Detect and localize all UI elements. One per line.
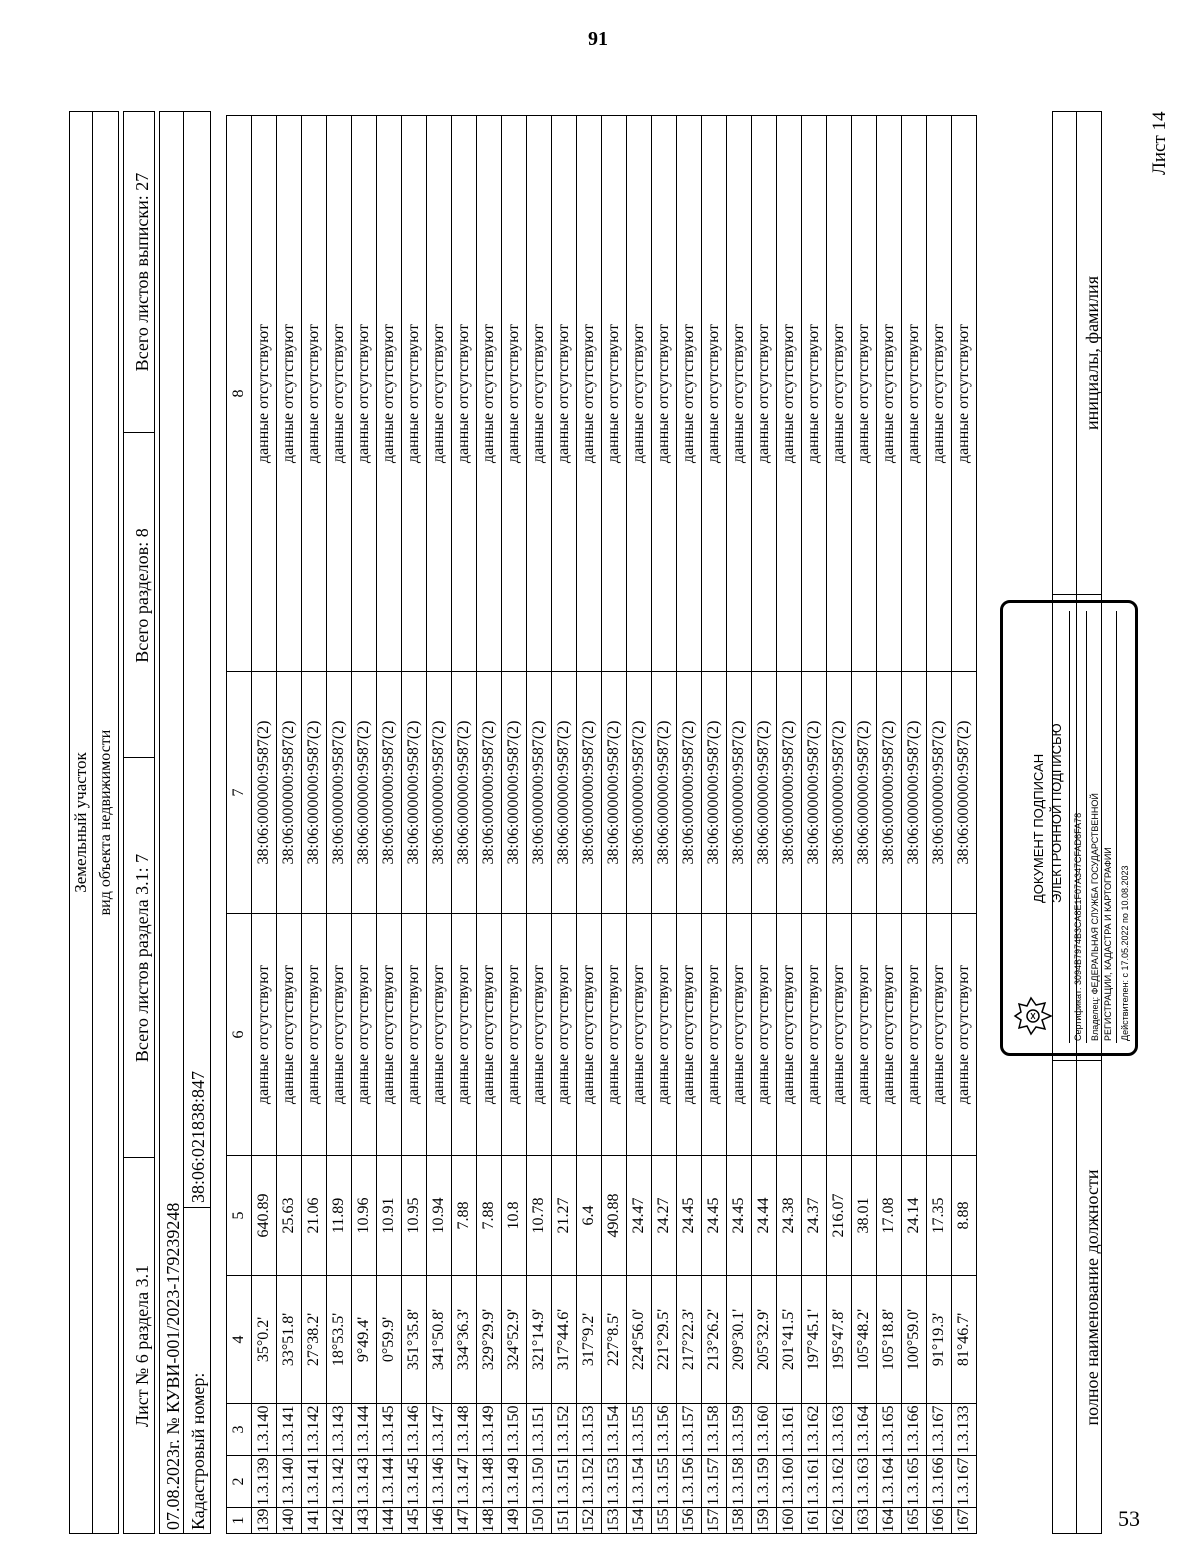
table-cell: 321°14.9'	[527, 1276, 552, 1404]
table-row	[502, 116, 527, 1534]
table-cell: 38:06:000000:9587(2)	[902, 672, 927, 914]
table-cell: 7.88	[452, 1156, 477, 1276]
table-cell: 1.3.158	[702, 1404, 727, 1456]
table-cell: 38:06:000000:9587(2)	[502, 672, 527, 914]
table-cell: 317°9.2'	[577, 1276, 602, 1404]
table-cell: данные отсутствуют	[452, 116, 477, 672]
table-cell: 38:06:000000:9587(2)	[302, 672, 327, 914]
table-cell: 156	[677, 1508, 702, 1534]
table-cell: 38:06:000000:9587(2)	[852, 672, 877, 914]
table-cell: данные отсутствуют	[577, 116, 602, 672]
table-cell: 7.88	[477, 1156, 502, 1276]
table-cell: данные отсутствуют	[602, 914, 627, 1156]
table-cell: 324°52.9'	[502, 1276, 527, 1404]
table-cell: 1.3.163	[827, 1404, 852, 1456]
column-header: 4	[227, 1276, 252, 1404]
table-cell: данные отсутствуют	[377, 116, 402, 672]
table-cell: 1.3.153	[602, 1456, 627, 1508]
table-cell: данные отсутствуют	[902, 914, 927, 1156]
table-cell: данные отсутствуют	[402, 116, 427, 672]
table-cell: 1.3.148	[477, 1456, 502, 1508]
table-cell: 38:06:000000:9587(2)	[652, 672, 677, 914]
table-cell: 38:06:000000:9587(2)	[477, 672, 502, 914]
table-cell: 6.4	[577, 1156, 602, 1276]
table-cell: данные отсутствуют	[702, 116, 727, 672]
table-cell: 144	[377, 1508, 402, 1534]
table-cell: 195°47.8'	[827, 1276, 852, 1404]
table-cell: 201°41.5'	[777, 1276, 802, 1404]
table-cell: данные отсутствуют	[327, 914, 352, 1156]
table-cell: 213°26.2'	[702, 1276, 727, 1404]
footer-page-number: 53	[1118, 1506, 1140, 1531]
table-cell: 1.3.157	[702, 1456, 727, 1508]
table-cell: 1.3.158	[727, 1456, 752, 1508]
table-cell: данные отсутствуют	[277, 914, 302, 1156]
table-cell: 24.44	[752, 1156, 777, 1276]
table-cell: 10.78	[527, 1156, 552, 1276]
table-row	[802, 116, 827, 1534]
table-cell: данные отсутствуют	[402, 914, 427, 1156]
table-cell: 1.3.142	[302, 1404, 327, 1456]
table-row	[852, 116, 877, 1534]
table-cell: 10.96	[352, 1156, 377, 1276]
column-header: 3	[227, 1404, 252, 1456]
table-cell: данные отсутствуют	[427, 116, 452, 672]
table-cell: 1.3.149	[477, 1404, 502, 1456]
table-cell: данные отсутствуют	[652, 914, 677, 1156]
table-cell: 139	[252, 1508, 277, 1534]
table-cell: 38:06:000000:9587(2)	[802, 672, 827, 914]
table-cell: 216.07	[827, 1156, 852, 1276]
table-cell: данные отсутствуют	[452, 914, 477, 1156]
table-cell: 1.3.160	[752, 1404, 777, 1456]
table-cell: данные отсутствуют	[852, 116, 877, 672]
table-cell: 147	[452, 1508, 477, 1534]
object-type: Земельный участок	[71, 752, 90, 893]
table-row	[877, 116, 902, 1534]
table-cell: 24.14	[902, 1156, 927, 1276]
table-cell: 351°35.8'	[402, 1276, 427, 1404]
table-cell: 1.3.159	[727, 1404, 752, 1456]
stamp-owner-1: Владелец: ФЕДЕРАЛЬНАЯ СЛУЖБА ГОСУДАРСТВЕННОЙ	[1090, 793, 1100, 1041]
table-cell: 149	[502, 1508, 527, 1534]
stamp-certificate: Сертификат: 3094B7974B3CA8E1F07A347CFAD6FA78	[1073, 812, 1083, 1041]
table-cell: 140	[277, 1508, 302, 1534]
table-cell: данные отсутствуют	[952, 116, 977, 672]
table-row	[552, 116, 577, 1534]
table-cell: данные отсутствуют	[552, 116, 577, 672]
column-header: 8	[227, 116, 252, 672]
table-row	[527, 116, 552, 1534]
table-cell: 165	[902, 1508, 927, 1534]
table-cell: 81°46.7'	[952, 1276, 977, 1404]
table-cell: данные отсутствуют	[827, 914, 852, 1156]
table-cell: 1.3.140	[252, 1404, 277, 1456]
table-cell: 17.35	[927, 1156, 952, 1276]
table-cell: 38:06:000000:9587(2)	[777, 672, 802, 914]
table-cell: 166	[927, 1508, 952, 1534]
table-cell: 105°18.8'	[877, 1276, 902, 1404]
table-cell: 24.45	[677, 1156, 702, 1276]
table-cell: 38:06:000000:9587(2)	[702, 672, 727, 914]
table-cell: 155	[652, 1508, 677, 1534]
table-cell: 1.3.151	[552, 1456, 577, 1508]
table-cell: 1.3.167	[927, 1404, 952, 1456]
table-cell: 164	[877, 1508, 902, 1534]
table-row	[952, 116, 977, 1534]
table-cell: 197°45.1'	[802, 1276, 827, 1404]
table-cell: данные отсутствуют	[752, 116, 777, 672]
table-cell: 38:06:000000:9587(2)	[952, 672, 977, 914]
table-cell: 1.3.164	[877, 1456, 902, 1508]
table-cell: 163	[852, 1508, 877, 1534]
table-cell: 167	[952, 1508, 977, 1534]
table-cell: 38:06:000000:9587(2)	[727, 672, 752, 914]
table-cell: 38:06:000000:9587(2)	[927, 672, 952, 914]
table-cell: 38:06:000000:9587(2)	[827, 672, 852, 914]
table-cell: 38:06:000000:9587(2)	[752, 672, 777, 914]
table-cell: 152	[577, 1508, 602, 1534]
table-cell: данные отсутствуют	[302, 116, 327, 672]
cadastral-number: 38:06:021838:847	[188, 1070, 208, 1203]
table-cell: 1.3.141	[302, 1456, 327, 1508]
table-cell: данные отсутствуют	[377, 914, 402, 1156]
table-cell: данные отсутствуют	[727, 116, 752, 672]
table-cell: 1.3.164	[852, 1404, 877, 1456]
table-cell: данные отсутствуют	[527, 116, 552, 672]
table-cell: 153	[602, 1508, 627, 1534]
table-row	[627, 116, 652, 1534]
table-cell: 334°36.3'	[452, 1276, 477, 1404]
table-cell: данные отсутствуют	[427, 914, 452, 1156]
table-row	[327, 116, 352, 1534]
table-cell: 162	[827, 1508, 852, 1534]
table-cell: 38:06:000000:9587(2)	[627, 672, 652, 914]
table-cell: 38:06:000000:9587(2)	[527, 672, 552, 914]
table-cell: 209°30.1'	[727, 1276, 752, 1404]
position-caption: полное наименование должности	[1082, 1169, 1102, 1426]
table-cell: 24.45	[727, 1156, 752, 1276]
table-row	[577, 116, 602, 1534]
table-row	[652, 116, 677, 1534]
table-cell: 0°59.9'	[377, 1276, 402, 1404]
table-cell: 148	[477, 1508, 502, 1534]
table-cell: 21.06	[302, 1156, 327, 1276]
table-cell: 1.3.133	[952, 1404, 977, 1456]
table-cell: 33°51.8'	[277, 1276, 302, 1404]
table-cell: 9°49.4'	[352, 1276, 377, 1404]
table-cell: 146	[427, 1508, 452, 1534]
table-cell: данные отсутствуют	[677, 914, 702, 1156]
table-cell: данные отсутствуют	[602, 116, 627, 672]
table-cell: 157	[702, 1508, 727, 1534]
table-cell: данные отсутствуют	[527, 914, 552, 1156]
sheet-label: Лист 14	[1149, 111, 1170, 175]
table-cell: 1.3.166	[902, 1404, 927, 1456]
table-cell: 1.3.153	[577, 1404, 602, 1456]
table-cell: данные отсутствуют	[252, 914, 277, 1156]
table-cell: данные отсутствуют	[777, 914, 802, 1156]
table-cell: данные отсутствуют	[927, 914, 952, 1156]
name-caption: инициалы, фамилия	[1082, 276, 1102, 430]
table-cell: 38:06:000000:9587(2)	[352, 672, 377, 914]
table-cell: 38:06:000000:9587(2)	[552, 672, 577, 914]
table-cell: 38:06:000000:9587(2)	[677, 672, 702, 914]
table-cell: 1.3.155	[627, 1404, 652, 1456]
table-cell: 10.91	[377, 1156, 402, 1276]
table-cell: 24.47	[627, 1156, 652, 1276]
table-cell: данные отсутствуют	[352, 914, 377, 1156]
cadastral-label: Кадастровый номер:	[188, 1372, 208, 1530]
table-cell: 1.3.161	[802, 1456, 827, 1508]
table-cell: данные отсутствуют	[927, 116, 952, 672]
table-cell: 38:06:000000:9587(2)	[402, 672, 427, 914]
table-cell: данные отсутствуют	[352, 116, 377, 672]
table-cell: 217°22.3'	[677, 1276, 702, 1404]
table-cell: 1.3.155	[652, 1456, 677, 1508]
table-header-row	[227, 116, 252, 1534]
table-cell: данные отсутствуют	[552, 914, 577, 1156]
table-cell: 10.94	[427, 1156, 452, 1276]
table-cell: 1.3.150	[502, 1404, 527, 1456]
table-row	[702, 116, 727, 1534]
page-number: 91	[588, 28, 608, 50]
table-cell: 160	[777, 1508, 802, 1534]
table-cell: 1.3.145	[377, 1404, 402, 1456]
table-cell: 1.3.148	[452, 1404, 477, 1456]
table-cell: данные отсутствуют	[627, 116, 652, 672]
table-cell: 1.3.147	[427, 1404, 452, 1456]
table-row	[602, 116, 627, 1534]
table-cell: 1.3.152	[577, 1456, 602, 1508]
table-cell: 27°38.2'	[302, 1276, 327, 1404]
table-cell: 1.3.151	[527, 1404, 552, 1456]
stamp-title-2: ЭЛЕКТРОННОЙ ПОДПИСЬЮ	[1049, 723, 1064, 903]
boundary-parts-table	[226, 115, 977, 1534]
table-cell: данные отсутствуют	[777, 116, 802, 672]
table-row	[902, 116, 927, 1534]
table-row	[427, 116, 452, 1534]
table-row	[377, 116, 402, 1534]
table-cell: 11.89	[327, 1156, 352, 1276]
table-cell: 1.3.166	[927, 1456, 952, 1508]
table-cell: данные отсутствуют	[302, 914, 327, 1156]
column-header: 1	[227, 1508, 252, 1534]
table-cell: 1.3.167	[952, 1456, 977, 1508]
stamp-valid: Действителен: с 17.05.2022 по 10.08.2023	[1120, 865, 1130, 1041]
table-cell: 1.3.160	[777, 1456, 802, 1508]
table-cell: данные отсутствуют	[252, 116, 277, 672]
section-sheet: Лист № 6 раздела 3.1	[132, 1264, 152, 1428]
table-cell: 221°29.5'	[652, 1276, 677, 1404]
table-cell: 38:06:000000:9587(2)	[602, 672, 627, 914]
date-number: 07.08.2023г. № КУВИ-001/2023-179239248	[163, 1202, 183, 1530]
table-cell: 1.3.154	[602, 1404, 627, 1456]
table-cell: 38:06:000000:9587(2)	[327, 672, 352, 914]
table-cell: 1.3.156	[652, 1404, 677, 1456]
table-cell: 100°59.0'	[902, 1276, 927, 1404]
table-cell: данные отсутствуют	[502, 116, 527, 672]
table-cell: 151	[552, 1508, 577, 1534]
table-cell: 24.45	[702, 1156, 727, 1276]
table-cell: 1.3.139	[252, 1456, 277, 1508]
table-cell: 38:06:000000:9587(2)	[452, 672, 477, 914]
table-cell: 38:06:000000:9587(2)	[277, 672, 302, 914]
table-cell: данные отсутствуют	[802, 116, 827, 672]
table-cell: 1.3.140	[277, 1456, 302, 1508]
table-cell: 35°0.2'	[252, 1276, 277, 1404]
table-cell: 317°44.6'	[552, 1276, 577, 1404]
coat-of-arms-icon	[1011, 993, 1057, 1039]
e-signature-stamp	[1000, 600, 1138, 1056]
table-row	[927, 116, 952, 1534]
table-cell: 10.8	[502, 1156, 527, 1276]
table-cell: 38:06:000000:9587(2)	[377, 672, 402, 914]
table-cell: данные отсутствуют	[852, 914, 877, 1156]
table-cell: данные отсутствуют	[827, 116, 852, 672]
table-cell: 224°56.0'	[627, 1276, 652, 1404]
table-cell: 143	[352, 1508, 377, 1534]
table-cell: 1.3.156	[677, 1456, 702, 1508]
table-cell: 1.3.163	[852, 1456, 877, 1508]
table-cell: данные отсутствуют	[327, 116, 352, 672]
table-cell: 205°32.9'	[752, 1276, 777, 1404]
table-cell: данные отсутствуют	[877, 116, 902, 672]
table-cell: 1.3.143	[327, 1404, 352, 1456]
table-cell: 1.3.149	[502, 1456, 527, 1508]
table-row	[827, 116, 852, 1534]
table-cell: 329°29.9'	[477, 1276, 502, 1404]
table-cell: 161	[802, 1508, 827, 1534]
table-cell: 1.3.162	[827, 1456, 852, 1508]
table-cell: 1.3.147	[452, 1456, 477, 1508]
table-cell: данные отсутствуют	[502, 914, 527, 1156]
column-header: 5	[227, 1156, 252, 1276]
table-row	[277, 116, 302, 1534]
table-cell: 341°50.8'	[427, 1276, 452, 1404]
table-row	[477, 116, 502, 1534]
table-cell: 38:06:000000:9587(2)	[427, 672, 452, 914]
table-cell: данные отсутствуют	[727, 914, 752, 1156]
table-cell: данные отсутствуют	[702, 914, 727, 1156]
table-row	[402, 116, 427, 1534]
table-cell: 1.3.152	[552, 1404, 577, 1456]
table-row	[452, 116, 477, 1534]
table-cell: 159	[752, 1508, 777, 1534]
table-row	[727, 116, 752, 1534]
table-cell: 158	[727, 1508, 752, 1534]
table-cell: 17.08	[877, 1156, 902, 1276]
table-cell: 8.88	[952, 1156, 977, 1276]
stamp-title-1: ДОКУМЕНТ ПОДПИСАН	[1031, 753, 1046, 903]
table-cell: 142	[327, 1508, 352, 1534]
table-cell: данные отсутствуют	[752, 914, 777, 1156]
table-cell: 91°19.3'	[927, 1276, 952, 1404]
table-cell: 640.89	[252, 1156, 277, 1276]
table-cell: 1.3.143	[352, 1456, 377, 1508]
table-row	[302, 116, 327, 1534]
sections-total: Всего разделов: 8	[132, 528, 152, 663]
table-cell: 10.95	[402, 1156, 427, 1276]
table-cell: 24.37	[802, 1156, 827, 1276]
table-cell: 1.3.154	[627, 1456, 652, 1508]
table-row	[752, 116, 777, 1534]
table-cell: данные отсутствуют	[877, 914, 902, 1156]
table-cell: 1.3.150	[527, 1456, 552, 1508]
column-header: 2	[227, 1456, 252, 1508]
table-cell: 38:06:000000:9587(2)	[577, 672, 602, 914]
column-header: 7	[227, 672, 252, 914]
table-cell: 141	[302, 1508, 327, 1534]
table-cell: 24.38	[777, 1156, 802, 1276]
section-sheets-total: Всего листов раздела 3.1: 7	[132, 853, 152, 1063]
table-cell: 1.3.144	[377, 1456, 402, 1508]
table-cell: 154	[627, 1508, 652, 1534]
table-cell: 25.63	[277, 1156, 302, 1276]
table-cell: данные отсутствуют	[477, 116, 502, 672]
table-cell: данные отсутствуют	[477, 914, 502, 1156]
object-type-caption: вид объекта недвижимости	[97, 729, 114, 916]
table-cell: 38:06:000000:9587(2)	[252, 672, 277, 914]
table-cell: данные отсутствуют	[952, 914, 977, 1156]
table-cell: 227°8.5'	[602, 1276, 627, 1404]
table-cell: 38:06:000000:9587(2)	[877, 672, 902, 914]
column-header: 6	[227, 914, 252, 1156]
table-cell: 1.3.146	[427, 1456, 452, 1508]
table-cell: 1.3.142	[327, 1456, 352, 1508]
table-cell: 1.3.144	[352, 1404, 377, 1456]
table-cell: данные отсутствуют	[802, 914, 827, 1156]
table-row	[677, 116, 702, 1534]
table-cell: данные отсутствуют	[577, 914, 602, 1156]
table-cell: 24.27	[652, 1156, 677, 1276]
table-row	[252, 116, 277, 1534]
table-cell: 38.01	[852, 1156, 877, 1276]
table-cell: 18°53.5'	[327, 1276, 352, 1404]
table-cell: 1.3.161	[777, 1404, 802, 1456]
table-cell: 1.3.162	[802, 1404, 827, 1456]
table-row	[352, 116, 377, 1534]
table-cell: 1.3.159	[752, 1456, 777, 1508]
table-cell: 145	[402, 1508, 427, 1534]
table-cell: 105°48.2'	[852, 1276, 877, 1404]
table-cell: 21.27	[552, 1156, 577, 1276]
table-cell: данные отсутствуют	[627, 914, 652, 1156]
table-cell: 150	[527, 1508, 552, 1534]
table-cell: 1.3.165	[902, 1456, 927, 1508]
table-cell: 1.3.145	[402, 1456, 427, 1508]
table-cell: 490.88	[602, 1156, 627, 1276]
table-cell: 1.3.165	[877, 1404, 902, 1456]
stamp-owner-2: РЕГИСТРАЦИИ, КАДАСТРА И КАРТОГРАФИИ	[1103, 847, 1113, 1041]
table-cell: данные отсутствуют	[277, 116, 302, 672]
table-row	[777, 116, 802, 1534]
table-cell: данные отсутствуют	[677, 116, 702, 672]
extract-sheets-total: Всего листов выписки: 27	[132, 172, 152, 372]
table-cell: данные отсутствуют	[902, 116, 927, 672]
table-cell: 1.3.146	[402, 1404, 427, 1456]
table-cell: данные отсутствуют	[652, 116, 677, 672]
table-cell: 1.3.141	[277, 1404, 302, 1456]
table-cell: 1.3.157	[677, 1404, 702, 1456]
